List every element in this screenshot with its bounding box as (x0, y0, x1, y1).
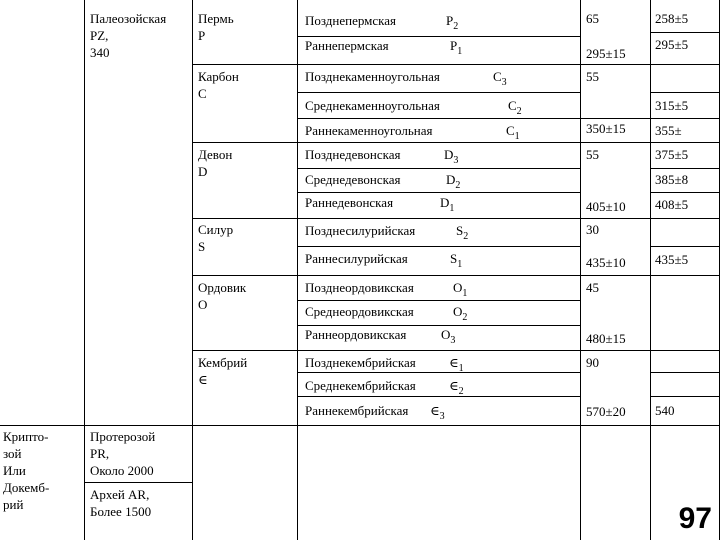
epoch-name: Позднесилурийская (305, 223, 416, 238)
epoch-symbol: $S_1$ (450, 251, 463, 270)
era-paleozoic-age: 340 (90, 45, 110, 60)
eon-label-line5: рий (3, 497, 24, 512)
epoch-symbol: $C_3$ (493, 69, 507, 88)
era-proterozoic-name: Протерозой (90, 429, 156, 444)
eon-label-line2: зой (3, 446, 22, 461)
age-value: 540 (655, 403, 675, 418)
epoch-name: Раннекаменноугольная (305, 123, 433, 138)
epoch-symbol: $P_1$ (450, 38, 463, 57)
age-value: 355± (655, 123, 682, 138)
epoch-name: Раннепермская (305, 38, 389, 53)
page-number: 97 (678, 502, 712, 535)
era-proterozoic-index: PR, (90, 446, 110, 461)
epoch-symbol: $O_2$ (453, 304, 468, 323)
duration-ordovik: 45 (586, 280, 599, 295)
epoch-name: Позднеордовикская (305, 280, 414, 295)
eon-label-line4: Докемб- (3, 480, 50, 495)
epoch-name: Раннедевонская (305, 195, 394, 210)
epoch-name: Позднекаменноугольная (305, 69, 440, 84)
period-carbon-symbol: C (198, 86, 207, 101)
epoch-symbol: $D_3$ (444, 147, 459, 166)
eon-label-line3: Или (3, 463, 26, 478)
epoch-symbol: $S_2$ (456, 223, 469, 242)
duration-silur: 30 (586, 222, 599, 237)
epoch-name: Позднекембрийская (305, 355, 416, 370)
duration-devon: 55 (586, 147, 599, 162)
period-perm-symbol: P (198, 28, 206, 43)
epoch-name: Раннекембрийская (305, 403, 409, 418)
era-proterozoic-age: Около 2000 (90, 463, 154, 478)
start-age-carbon: 350±15 (586, 121, 626, 136)
epoch-symbol: $P_2$ (446, 13, 459, 32)
epoch-name: Позднепермская (305, 13, 397, 28)
era-archean-age: Более 1500 (90, 504, 152, 519)
epoch-symbol: $\in_2$ (449, 378, 464, 397)
period-devon-symbol: D (198, 164, 208, 179)
epoch-symbol: $\in_3$ (430, 403, 445, 422)
start-age-devon: 405±10 (586, 199, 626, 214)
duration-carbon: 55 (586, 69, 599, 84)
epoch-name: Раннесилурийская (305, 251, 408, 266)
epoch-name: Позднедевонская (305, 147, 401, 162)
era-archean-name: Архей AR, (90, 487, 150, 502)
period-silur-symbol: S (198, 239, 206, 254)
period-devon-name: Девон (198, 147, 233, 162)
start-age-ordovik: 480±15 (586, 331, 626, 346)
period-silur-name: Силур (198, 222, 234, 237)
age-value: 385±8 (655, 172, 689, 187)
epoch-symbol: $C_1$ (506, 123, 520, 142)
epoch-name: Среднеордовикская (305, 304, 414, 319)
start-age-perm: 295±15 (586, 46, 626, 61)
period-carbon-name: Карбон (198, 69, 239, 84)
period-cambrian-name: Кембрий (198, 355, 248, 370)
period-ordovik-symbol: O (198, 297, 208, 312)
epoch-name: Среднекембрийская (305, 378, 416, 393)
eon-label-line1: Крипто- (3, 429, 49, 444)
period-ordovik-name: Ордовик (198, 280, 247, 295)
age-value: 408±5 (655, 197, 689, 212)
period-cambrian-symbol: ∈ (198, 372, 208, 387)
epoch-symbol: $\in_1$ (449, 355, 464, 374)
duration-cambrian: 90 (586, 355, 599, 370)
duration-perm: 65 (586, 11, 599, 26)
epoch-symbol: $D_1$ (440, 195, 455, 214)
age-value: 258±5 (655, 11, 689, 26)
age-value: 295±5 (655, 37, 689, 52)
epoch-symbol: $O_3$ (441, 327, 456, 346)
age-value: 435±5 (655, 252, 689, 267)
period-perm-name: Пермь (198, 11, 234, 26)
age-value: 315±5 (655, 98, 689, 113)
epoch-name: Среднекаменноугольная (305, 98, 440, 113)
epoch-symbol: $O_1$ (453, 280, 468, 299)
era-paleozoic-index: PZ, (90, 28, 109, 43)
start-age-silur: 435±10 (586, 255, 626, 270)
age-value: 375±5 (655, 147, 689, 162)
epoch-symbol: $C_2$ (508, 98, 522, 117)
epoch-name: Раннеордовикская (305, 327, 407, 342)
era-paleozoic-name: Палеозойская (90, 11, 167, 26)
start-age-cambrian: 570±20 (586, 404, 626, 419)
epoch-symbol: $D_2$ (446, 172, 461, 191)
epoch-name: Среднедевонская (305, 172, 401, 187)
